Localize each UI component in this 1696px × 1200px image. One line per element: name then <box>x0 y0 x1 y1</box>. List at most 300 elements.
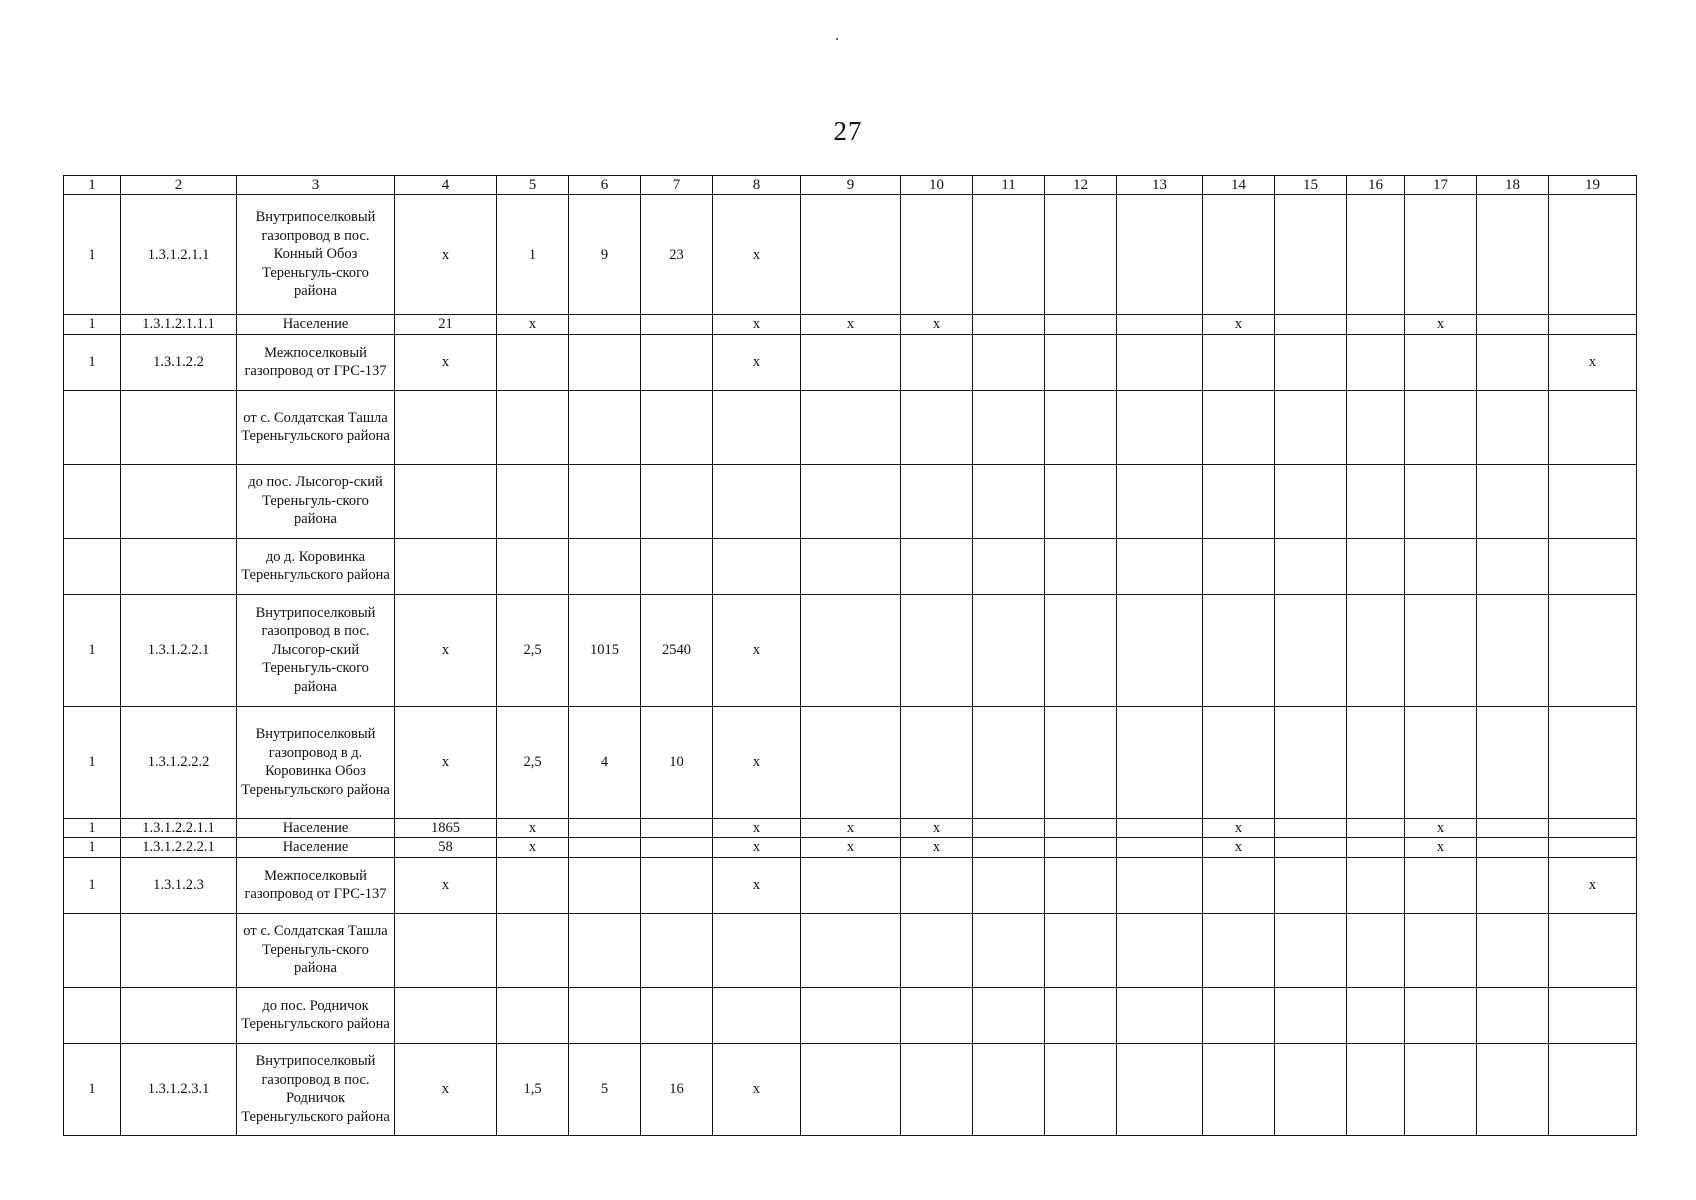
table-cell <box>1477 594 1549 706</box>
table-cell <box>973 538 1045 594</box>
table-cell <box>497 538 569 594</box>
table-cell <box>1117 706 1203 818</box>
column-number: 13 <box>1117 176 1203 195</box>
table-cell: х <box>395 857 497 913</box>
table-cell <box>569 464 641 538</box>
table-cell <box>1549 913 1637 987</box>
level-cell <box>64 987 121 1043</box>
column-number-row <box>64 176 1637 195</box>
table-cell <box>1203 334 1275 390</box>
column-number: 15 <box>1275 176 1347 195</box>
name-cell: Внутрипоселковый газопровод в пос. Конный Обоз Тереньгуль-ского района <box>237 195 395 315</box>
table-row <box>64 464 1637 538</box>
table-cell: 1015 <box>569 594 641 706</box>
table-cell <box>1275 315 1347 335</box>
table-cell: х <box>1203 838 1275 858</box>
table-cell <box>901 594 973 706</box>
table-cell <box>1203 538 1275 594</box>
table-cell <box>1477 195 1549 315</box>
table-cell <box>1117 538 1203 594</box>
table-cell <box>1117 464 1203 538</box>
table-cell <box>1477 464 1549 538</box>
column-number: 8 <box>713 176 801 195</box>
table-cell <box>901 334 973 390</box>
table-cell: х <box>1203 315 1275 335</box>
column-number: 9 <box>801 176 901 195</box>
table-row <box>64 594 1637 706</box>
table-cell <box>641 838 713 858</box>
table-cell <box>1477 1043 1549 1135</box>
table-cell <box>1347 913 1405 987</box>
table-cell <box>1477 913 1549 987</box>
level-cell: 1 <box>64 334 121 390</box>
table-cell <box>1549 594 1637 706</box>
table-cell: 1865 <box>395 818 497 838</box>
table-cell <box>1347 838 1405 858</box>
name-cell: Внутрипоселковый газопровод в пос. Лысогор-ский Тереньгуль-ского района <box>237 594 395 706</box>
table-row <box>64 987 1637 1043</box>
table-cell <box>1347 195 1405 315</box>
column-number: 12 <box>1045 176 1117 195</box>
table-cell <box>901 390 973 464</box>
level-cell: 1 <box>64 594 121 706</box>
table-cell <box>1275 538 1347 594</box>
name-cell: Население <box>237 838 395 858</box>
table-cell <box>1549 315 1637 335</box>
table-cell <box>395 390 497 464</box>
name-cell: Межпоселковый газопровод от ГРС-137 <box>237 334 395 390</box>
table-cell <box>569 987 641 1043</box>
level-cell <box>64 538 121 594</box>
table-cell <box>1275 464 1347 538</box>
level-cell: 1 <box>64 1043 121 1135</box>
table-cell: х <box>497 838 569 858</box>
table-cell <box>569 838 641 858</box>
table-cell <box>1045 818 1117 838</box>
code-cell: 1.3.1.2.2 <box>121 334 237 390</box>
table-cell <box>569 818 641 838</box>
table-cell <box>641 538 713 594</box>
level-cell: 1 <box>64 838 121 858</box>
table-cell <box>1117 913 1203 987</box>
table-cell <box>1549 538 1637 594</box>
table-cell <box>973 464 1045 538</box>
table-cell <box>1477 987 1549 1043</box>
table-cell <box>395 538 497 594</box>
table-cell <box>713 390 801 464</box>
table-cell <box>973 857 1045 913</box>
table-cell: х <box>1549 334 1637 390</box>
table-cell <box>1045 594 1117 706</box>
table-cell: х <box>1549 857 1637 913</box>
table-cell: х <box>395 195 497 315</box>
table-cell <box>901 195 973 315</box>
table-cell <box>1045 857 1117 913</box>
table-cell <box>1347 987 1405 1043</box>
code-cell <box>121 538 237 594</box>
table-cell <box>641 390 713 464</box>
table-cell <box>1347 315 1405 335</box>
table-cell <box>1549 838 1637 858</box>
table-cell: х <box>395 1043 497 1135</box>
table-cell <box>1405 464 1477 538</box>
table-cell <box>641 334 713 390</box>
table-cell <box>1275 838 1347 858</box>
column-number: 16 <box>1347 176 1405 195</box>
table-cell <box>497 857 569 913</box>
table-cell <box>1347 857 1405 913</box>
code-cell <box>121 464 237 538</box>
table-cell <box>1117 1043 1203 1135</box>
table-cell <box>1549 706 1637 818</box>
level-cell: 1 <box>64 857 121 913</box>
table-cell: х <box>713 857 801 913</box>
table-cell <box>973 334 1045 390</box>
table-cell <box>1347 390 1405 464</box>
table-cell <box>801 390 901 464</box>
table-cell: х <box>395 594 497 706</box>
name-cell: до д. Коровинка Тереньгульского района <box>237 538 395 594</box>
table-cell <box>801 1043 901 1135</box>
table-cell <box>1045 913 1117 987</box>
table-cell: х <box>395 334 497 390</box>
table-cell <box>1405 1043 1477 1135</box>
table-cell <box>1477 538 1549 594</box>
table-cell: х <box>713 838 801 858</box>
table-cell <box>1203 1043 1275 1135</box>
table-cell <box>1405 857 1477 913</box>
table-cell <box>1203 857 1275 913</box>
table-cell: х <box>497 818 569 838</box>
table-cell <box>497 464 569 538</box>
column-number: 17 <box>1405 176 1477 195</box>
table-cell <box>901 857 973 913</box>
table-cell <box>1045 390 1117 464</box>
table-cell: х <box>1405 315 1477 335</box>
code-cell: 1.3.1.2.2.2.1 <box>121 838 237 858</box>
table-cell <box>973 838 1045 858</box>
table-cell: х <box>713 1043 801 1135</box>
level-cell <box>64 464 121 538</box>
table-cell <box>1477 706 1549 818</box>
code-cell: 1.3.1.2.2.1.1 <box>121 818 237 838</box>
code-cell: 1.3.1.2.1.1 <box>121 195 237 315</box>
name-cell: до пос. Родничок Тереньгульского района <box>237 987 395 1043</box>
table-cell: 2540 <box>641 594 713 706</box>
table-cell <box>1477 857 1549 913</box>
table-cell: 16 <box>641 1043 713 1135</box>
table-cell <box>641 913 713 987</box>
table-cell: х <box>713 334 801 390</box>
table-cell: 5 <box>569 1043 641 1135</box>
table-cell <box>641 464 713 538</box>
code-cell: 1.3.1.2.3.1 <box>121 1043 237 1135</box>
table-cell <box>569 913 641 987</box>
table-cell <box>1477 315 1549 335</box>
table-cell <box>1275 913 1347 987</box>
column-number: 4 <box>395 176 497 195</box>
table-cell <box>569 315 641 335</box>
table-cell <box>569 334 641 390</box>
table-row <box>64 1043 1637 1135</box>
table-cell <box>1549 464 1637 538</box>
table-cell <box>395 913 497 987</box>
table-cell <box>973 913 1045 987</box>
name-cell: Население <box>237 818 395 838</box>
column-number: 5 <box>497 176 569 195</box>
table-cell <box>1203 390 1275 464</box>
table-cell <box>901 464 973 538</box>
table-cell <box>1347 464 1405 538</box>
table-cell <box>1045 838 1117 858</box>
table-cell <box>1549 818 1637 838</box>
table-cell: 2,5 <box>497 594 569 706</box>
column-number: 1 <box>64 176 121 195</box>
table-cell <box>1477 390 1549 464</box>
table-cell <box>1275 334 1347 390</box>
table-cell: 9 <box>569 195 641 315</box>
column-number: 6 <box>569 176 641 195</box>
table-cell <box>1117 334 1203 390</box>
table-cell <box>801 334 901 390</box>
table-row <box>64 913 1637 987</box>
table-cell <box>1275 594 1347 706</box>
table-row <box>64 838 1637 858</box>
table-cell <box>801 987 901 1043</box>
page-number: 27 <box>833 116 863 146</box>
table-cell: 58 <box>395 838 497 858</box>
code-cell <box>121 987 237 1043</box>
column-number: 3 <box>237 176 395 195</box>
table-cell <box>973 315 1045 335</box>
table-row <box>64 857 1637 913</box>
table-cell <box>641 315 713 335</box>
table-cell <box>801 857 901 913</box>
table-cell <box>973 195 1045 315</box>
scan-speck <box>836 38 838 40</box>
table-cell <box>641 818 713 838</box>
table-cell <box>973 706 1045 818</box>
level-cell: 1 <box>64 706 121 818</box>
table-cell <box>1549 195 1637 315</box>
table-cell <box>395 464 497 538</box>
table-cell <box>1405 538 1477 594</box>
table-cell <box>713 987 801 1043</box>
table-cell <box>1549 390 1637 464</box>
table-cell <box>713 538 801 594</box>
table-cell <box>1045 538 1117 594</box>
column-number: 11 <box>973 176 1045 195</box>
column-number: 10 <box>901 176 973 195</box>
table-row <box>64 538 1637 594</box>
table-cell: х <box>713 195 801 315</box>
table-cell <box>1117 594 1203 706</box>
table-cell <box>641 857 713 913</box>
table-cell: х <box>713 706 801 818</box>
table-cell <box>1405 987 1477 1043</box>
table-cell: х <box>801 315 901 335</box>
name-cell: от с. Солдатская Ташла Тереньгульского района <box>237 390 395 464</box>
table-cell <box>1045 987 1117 1043</box>
table-body <box>64 176 1637 1136</box>
table-cell <box>1275 390 1347 464</box>
table-cell <box>497 913 569 987</box>
table-cell <box>1275 195 1347 315</box>
table-cell: 1,5 <box>497 1043 569 1135</box>
table-cell <box>1347 1043 1405 1135</box>
table-cell: х <box>395 706 497 818</box>
table-cell <box>1045 706 1117 818</box>
table-cell <box>801 594 901 706</box>
table-cell <box>801 464 901 538</box>
name-cell: Внутрипоселковый газопровод в д. Коровинка Обоз Тереньгульского района <box>237 706 395 818</box>
table-row <box>64 334 1637 390</box>
column-number: 18 <box>1477 176 1549 195</box>
table-cell <box>1117 838 1203 858</box>
table-cell <box>973 987 1045 1043</box>
table-cell <box>1045 334 1117 390</box>
table-cell: 10 <box>641 706 713 818</box>
table-cell <box>497 334 569 390</box>
table-cell <box>713 913 801 987</box>
name-cell: Межпоселковый газопровод от ГРС-137 <box>237 857 395 913</box>
table-cell <box>973 390 1045 464</box>
table-cell <box>1117 818 1203 838</box>
table-row <box>64 706 1637 818</box>
table-cell: 2,5 <box>497 706 569 818</box>
level-cell <box>64 913 121 987</box>
table-cell: х <box>901 315 973 335</box>
table-cell <box>1347 334 1405 390</box>
table-cell <box>641 987 713 1043</box>
table-cell <box>1203 987 1275 1043</box>
table-cell: х <box>901 818 973 838</box>
data-table <box>63 175 1637 1136</box>
code-cell <box>121 390 237 464</box>
table-cell: х <box>713 315 801 335</box>
table-cell <box>901 913 973 987</box>
table-row <box>64 315 1637 335</box>
table-cell <box>1347 706 1405 818</box>
level-cell: 1 <box>64 315 121 335</box>
table-cell <box>1347 538 1405 594</box>
code-cell: 1.3.1.2.2.2 <box>121 706 237 818</box>
column-number: 19 <box>1549 176 1637 195</box>
code-cell: 1.3.1.2.1.1.1 <box>121 315 237 335</box>
table-cell <box>801 195 901 315</box>
table-cell <box>1117 987 1203 1043</box>
table-cell: х <box>1405 838 1477 858</box>
table-cell <box>497 390 569 464</box>
table-cell <box>801 538 901 594</box>
table-cell: х <box>801 838 901 858</box>
table-cell <box>973 594 1045 706</box>
table-cell: 23 <box>641 195 713 315</box>
table-cell: х <box>801 818 901 838</box>
table-cell: х <box>1405 818 1477 838</box>
column-number: 14 <box>1203 176 1275 195</box>
table-cell: 1 <box>497 195 569 315</box>
table-cell: х <box>1203 818 1275 838</box>
table-cell <box>1203 706 1275 818</box>
level-cell <box>64 390 121 464</box>
table-cell <box>1477 818 1549 838</box>
table-cell <box>901 1043 973 1135</box>
table-row <box>64 818 1637 838</box>
column-number: 7 <box>641 176 713 195</box>
table-cell <box>569 390 641 464</box>
table-cell <box>1275 818 1347 838</box>
table-cell <box>801 913 901 987</box>
table-cell <box>973 1043 1045 1135</box>
table-cell: х <box>901 838 973 858</box>
table-cell <box>497 987 569 1043</box>
table-cell <box>1045 315 1117 335</box>
table-cell <box>1405 195 1477 315</box>
table-cell <box>1549 1043 1637 1135</box>
table-cell <box>901 987 973 1043</box>
table-cell: х <box>497 315 569 335</box>
table-cell <box>1347 594 1405 706</box>
column-number: 2 <box>121 176 237 195</box>
table-cell <box>1203 594 1275 706</box>
level-cell: 1 <box>64 818 121 838</box>
table-cell <box>1275 857 1347 913</box>
table-cell <box>1203 464 1275 538</box>
code-cell: 1.3.1.2.2.1 <box>121 594 237 706</box>
table-cell <box>901 706 973 818</box>
table-cell <box>1203 195 1275 315</box>
table-cell <box>1347 818 1405 838</box>
table-cell <box>1405 334 1477 390</box>
table-cell: х <box>713 594 801 706</box>
table-cell <box>1275 706 1347 818</box>
table-cell <box>801 706 901 818</box>
table-cell <box>1117 195 1203 315</box>
table-cell <box>1203 913 1275 987</box>
table-cell <box>1405 594 1477 706</box>
table-cell <box>1045 1043 1117 1135</box>
code-cell: 1.3.1.2.3 <box>121 857 237 913</box>
table-cell <box>1275 987 1347 1043</box>
name-cell: от с. Солдатская Ташла Тереньгуль-ского района <box>237 913 395 987</box>
table-cell <box>1275 1043 1347 1135</box>
table-cell <box>1045 195 1117 315</box>
table-cell <box>569 538 641 594</box>
table-cell <box>1477 334 1549 390</box>
name-cell: Внутрипоселковый газопровод в пос. Родничок Тереньгульского района <box>237 1043 395 1135</box>
table-cell <box>1045 464 1117 538</box>
table-cell <box>713 464 801 538</box>
table-cell: 21 <box>395 315 497 335</box>
code-cell <box>121 913 237 987</box>
table-cell <box>1405 913 1477 987</box>
table-cell <box>1477 838 1549 858</box>
table-cell <box>395 987 497 1043</box>
table-row <box>64 195 1637 315</box>
table-cell <box>1549 987 1637 1043</box>
table-cell: 4 <box>569 706 641 818</box>
table-cell <box>569 857 641 913</box>
table-row <box>64 390 1637 464</box>
table-cell <box>1405 390 1477 464</box>
table-cell <box>1117 857 1203 913</box>
table-cell <box>1117 390 1203 464</box>
name-cell: до пос. Лысогор-ский Тереньгуль-ского района <box>237 464 395 538</box>
table-cell <box>901 538 973 594</box>
table-cell <box>973 818 1045 838</box>
name-cell: Население <box>237 315 395 335</box>
